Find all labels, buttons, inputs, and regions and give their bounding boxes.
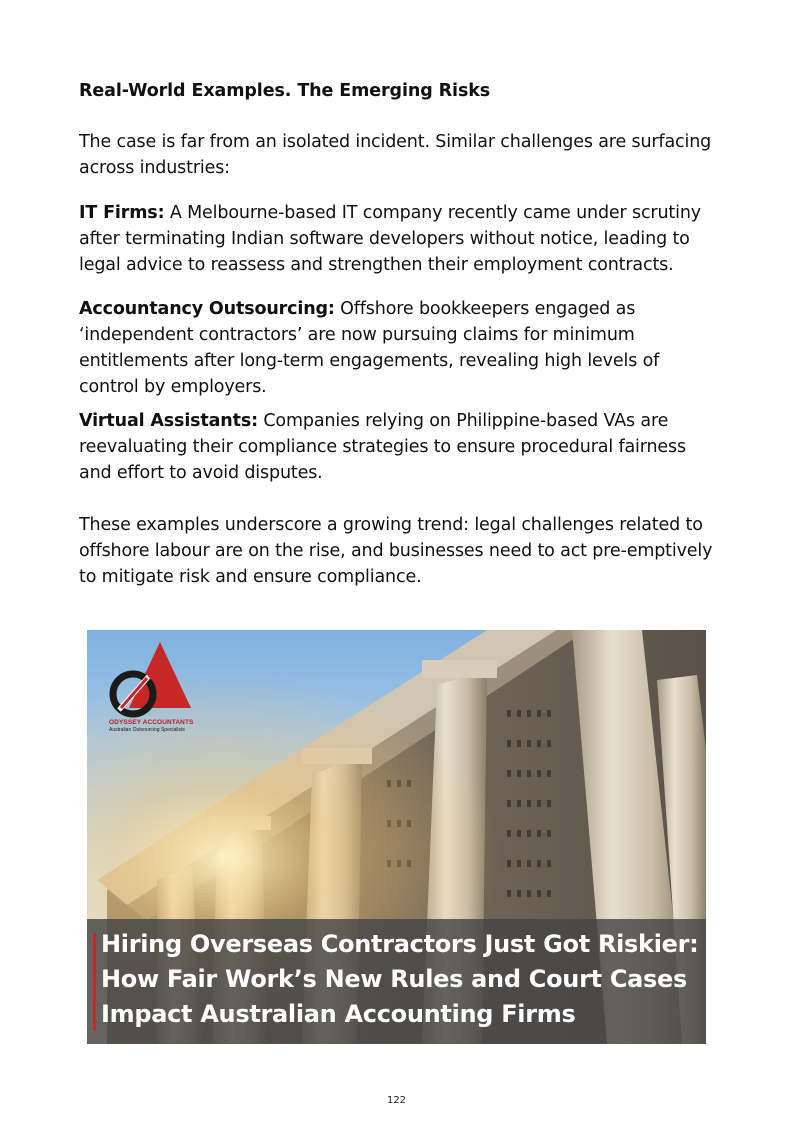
example-virtual-assistants [79,408,719,486]
example-label: Virtual Assistants: [79,411,258,431]
example-text: Offshore bookkeepers engaged as ‘independent contractors’ are now pursuing claims for minimum entitlements after long-term engagements, revealing high levels of control by employers. [79,299,660,397]
example-accountancy-outsourcing [79,296,719,400]
banner-title: Hiring Overseas Contractors Just Got Riskier: How Fair Work’s New Rules and Court Cases Impact Australian Accounting Firms [101,930,699,1028]
caption-accent-bar [93,933,96,1031]
conclusion-paragraph: These examples underscore a growing trend: legal challenges related to offshore labour are on the rise, and businesses need to act pre-emptively to mitigate risk and ensure compliance. [79,515,713,587]
example-it-firms [79,200,719,278]
intro-paragraph: The case is far from an isolated incident. Similar challenges are surfacing across industries: [79,132,712,178]
article-banner-image [87,630,706,1044]
example-text: Companies relying on Philippine-based VAs are reevaluating their compliance strategies to ensure procedural fairness and effort to avoid disputes. [79,411,686,483]
section-heading: Real-World Examples. The Emerging Risks [79,81,491,101]
example-label: Accountancy Outsourcing: [79,299,335,319]
logo-tagline: Australian Outsourcing Specialists [109,727,185,733]
logo-brand-name: ODYSSEY ACCOUNTANTS [109,719,194,726]
example-label: IT Firms: [79,203,165,223]
banner-caption [87,919,706,1044]
page-number: 122 [386,1095,407,1106]
example-text: A Melbourne-based IT company recently came under scrutiny after terminating Indian software developers without notice, leading to legal advice to reassess and strengthen their employment contracts. [79,203,701,275]
